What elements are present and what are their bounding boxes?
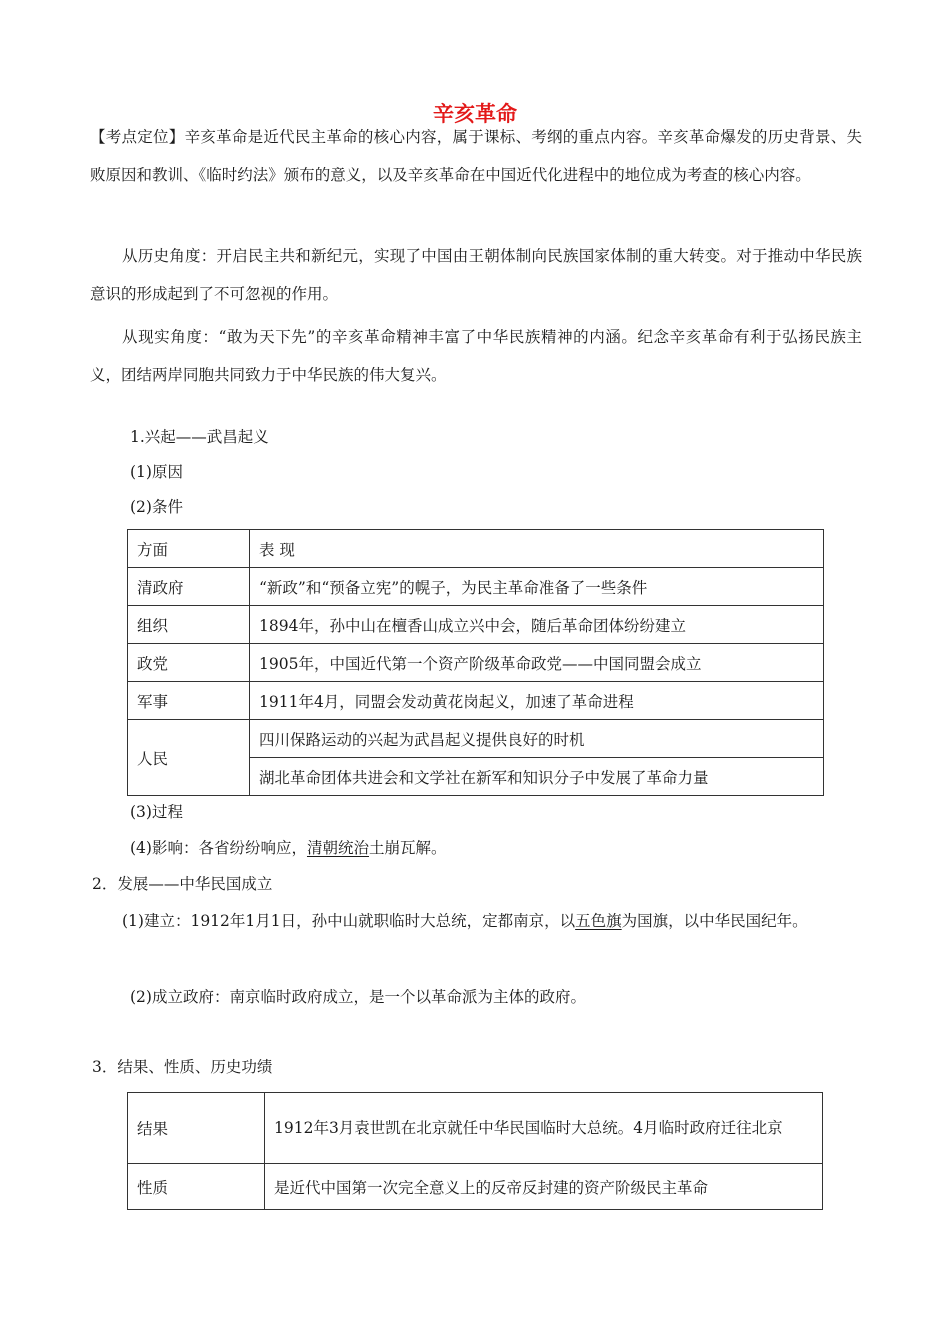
table-row — [128, 568, 824, 606]
reality-view-paragraph: 从现实角度：“敢为天下先”的辛亥革命精神丰富了中华民族精神的内涵。纪念辛亥革命有利于弘扬民族主义，团结两岸同胞共同致力于中华民族的伟大复兴。 — [90, 328, 862, 384]
table-row — [128, 1093, 823, 1164]
impact-underlined: 清朝统治 — [306, 839, 369, 857]
intro-paragraph — [90, 118, 862, 194]
key-point-tag: 【考点定位】 — [90, 128, 185, 146]
page-title: 辛亥革命 — [433, 102, 517, 126]
table-row — [128, 720, 824, 758]
process-heading: (3)过程 — [130, 803, 183, 821]
founding-paragraph — [90, 901, 862, 941]
results-table — [127, 1092, 823, 1210]
table-cell: 结果 — [128, 1093, 265, 1164]
table-cell: 是近代中国第一次完全意义上的反帝反封建的资产阶级民主革命 — [265, 1164, 823, 1210]
section2-heading: 2．发展——中华民国成立 — [92, 875, 273, 893]
table-cell: 清政府 — [128, 568, 250, 606]
founding-underlined: 五色旗 — [575, 912, 622, 930]
intro-text: 辛亥革命是近代民主革命的核心内容，属于课标、考纲的重点内容。辛亥革命爆发的历史背景、失败原因和教训、《临时约法》颁布的意义，以及辛亥革命在中国近代化进程中的地位成为考查的核心内容。 — [90, 128, 862, 184]
table-header-cell: 方面 — [128, 530, 250, 568]
section1-heading: 1.兴起——武昌起义 — [130, 428, 269, 446]
government-line: (2)成立政府：南京临时政府成立，是一个以革命派为主体的政府。 — [130, 988, 586, 1006]
founding-prefix: (1)建立：1912年1月1日，孙中山就职临时大总统，定都南京，以 — [122, 912, 576, 930]
table-row — [128, 682, 824, 720]
section3-heading: 3．结果、性质、历史功绩 — [92, 1058, 273, 1076]
table-row — [128, 606, 824, 644]
table-row — [128, 644, 824, 682]
table-cell: 人民 — [128, 720, 250, 796]
table-header-cell: 表 现 — [250, 530, 824, 568]
table-cell: 政党 — [128, 644, 250, 682]
cause-heading: (1)原因 — [130, 463, 183, 481]
table-header-row — [128, 530, 824, 568]
table-cell: 1911年4月，同盟会发动黄花岗起义，加速了革命进程 — [250, 682, 824, 720]
impact-line — [130, 836, 447, 860]
table-cell: 湖北革命团体共进会和文学社在新军和知识分子中发展了革命力量 — [250, 758, 824, 796]
table-cell: 四川保路运动的兴起为武昌起义提供良好的时机 — [250, 720, 824, 758]
table-cell: 1905年，中国近代第一个资产阶级革命政党——中国同盟会成立 — [250, 644, 824, 682]
table-cell: 军事 — [128, 682, 250, 720]
table-cell: “新政”和“预备立宪”的幌子，为民主革命准备了一些条件 — [250, 568, 824, 606]
table-cell: 性质 — [128, 1164, 265, 1210]
table-row — [128, 1164, 823, 1210]
founding-suffix: 为国旗，以中华民国纪年。 — [621, 912, 808, 930]
history-view-paragraph: 从历史角度：开启民主共和新纪元，实现了中国由王朝体制向民族国家体制的重大转变。对于推动中华民族意识的形成起到了不可忽视的作用。 — [90, 247, 862, 303]
condition-heading: (2)条件 — [130, 498, 183, 516]
impact-suffix: 土崩瓦解。 — [368, 839, 447, 857]
conditions-table — [127, 529, 824, 796]
table-cell: 1912年3月袁世凯在北京就任中华民国临时大总统。4月临时政府迁往北京 — [265, 1093, 823, 1164]
impact-prefix: (4)影响：各省纷纷响应， — [130, 839, 307, 857]
table-cell: 组织 — [128, 606, 250, 644]
table-cell: 1894年，孙中山在檀香山成立兴中会，随后革命团体纷纷建立 — [250, 606, 824, 644]
